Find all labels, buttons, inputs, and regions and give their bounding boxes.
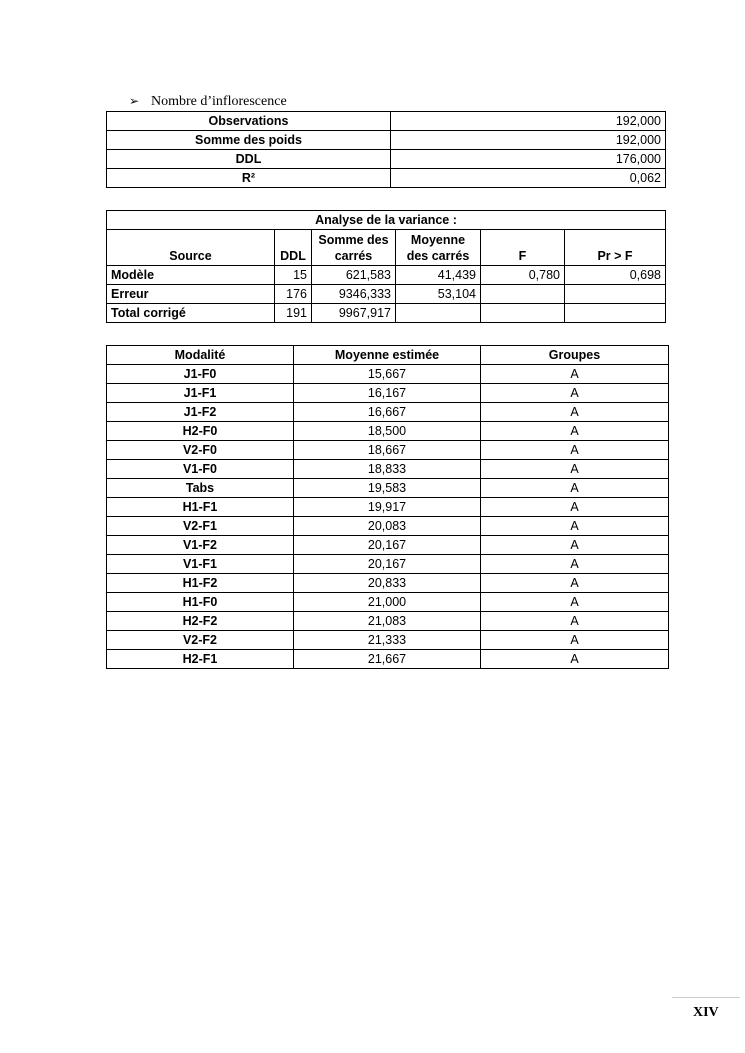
anova-pr [565, 304, 666, 323]
anova-f [481, 285, 565, 304]
anova-somme: 621,583 [312, 266, 396, 285]
means-moyenne: 21,333 [294, 631, 481, 650]
means-moyenne: 21,667 [294, 650, 481, 669]
anova-pr [565, 285, 666, 304]
means-moyenne: 18,833 [294, 460, 481, 479]
means-row [107, 384, 669, 403]
anova-table [106, 210, 666, 323]
means-row [107, 650, 669, 669]
summary-row [107, 112, 666, 131]
summary-row [107, 131, 666, 150]
anova-moyenne: 41,439 [396, 266, 481, 285]
anova-moyenne [396, 304, 481, 323]
header-ddl: DDL [275, 230, 312, 266]
means-modalite: J1-F1 [107, 384, 294, 403]
means-header-row [107, 346, 669, 365]
means-modalite: Tabs [107, 479, 294, 498]
means-groupe: A [481, 536, 669, 555]
means-groupe: A [481, 403, 669, 422]
means-moyenne: 20,083 [294, 517, 481, 536]
means-groupe: A [481, 422, 669, 441]
anova-title-row [107, 211, 666, 230]
means-groupe: A [481, 441, 669, 460]
means-row [107, 422, 669, 441]
summary-statistics-table [106, 111, 666, 188]
header-moyenne-estimee: Moyenne estimée [294, 346, 481, 365]
summary-label: Somme des poids [107, 131, 391, 150]
anova-moyenne: 53,104 [396, 285, 481, 304]
anova-row [107, 266, 666, 285]
means-row [107, 460, 669, 479]
means-row [107, 631, 669, 650]
means-row [107, 593, 669, 612]
means-groupe: A [481, 365, 669, 384]
means-row [107, 365, 669, 384]
arrow-bullet-icon: ➢ [129, 94, 140, 108]
anova-source: Modèle [107, 266, 275, 285]
estimated-means-table [106, 345, 669, 669]
section-heading-text: Nombre d’inflorescence [151, 94, 287, 109]
anova-header-row [107, 230, 666, 266]
anova-title: Analyse de la variance : [107, 211, 666, 230]
means-moyenne: 16,167 [294, 384, 481, 403]
means-moyenne: 20,167 [294, 555, 481, 574]
means-moyenne: 19,917 [294, 498, 481, 517]
anova-ddl: 191 [275, 304, 312, 323]
means-groupe: A [481, 574, 669, 593]
means-moyenne: 16,667 [294, 403, 481, 422]
means-groupe: A [481, 612, 669, 631]
means-modalite: V2-F2 [107, 631, 294, 650]
header-somme-des-carres: Somme des carrés [312, 230, 396, 266]
anova-ddl: 176 [275, 285, 312, 304]
means-row [107, 612, 669, 631]
anova-somme: 9346,333 [312, 285, 396, 304]
means-modalite: H2-F1 [107, 650, 294, 669]
means-modalite: H2-F2 [107, 612, 294, 631]
summary-value: 0,062 [391, 169, 666, 188]
means-row [107, 498, 669, 517]
means-moyenne: 20,833 [294, 574, 481, 593]
anova-somme: 9967,917 [312, 304, 396, 323]
page-number: XIV [693, 1005, 719, 1020]
header-modalite: Modalité [107, 346, 294, 365]
header-f: F [481, 230, 565, 266]
means-groupe: A [481, 517, 669, 536]
means-groupe: A [481, 384, 669, 403]
header-moyenne-des-carres: Moyenne des carrés [396, 230, 481, 266]
means-groupe: A [481, 479, 669, 498]
means-modalite: H1-F0 [107, 593, 294, 612]
summary-label: DDL [107, 150, 391, 169]
means-row [107, 555, 669, 574]
summary-value: 192,000 [391, 131, 666, 150]
means-moyenne: 18,500 [294, 422, 481, 441]
means-row [107, 574, 669, 593]
header-pr-f: Pr > F [565, 230, 666, 266]
means-moyenne: 15,667 [294, 365, 481, 384]
means-modalite: V2-F0 [107, 441, 294, 460]
means-row [107, 441, 669, 460]
footer-divider [672, 997, 740, 998]
summary-label: Observations [107, 112, 391, 131]
anova-source: Total corrigé [107, 304, 275, 323]
means-groupe: A [481, 631, 669, 650]
means-modalite: V2-F1 [107, 517, 294, 536]
means-groupe: A [481, 650, 669, 669]
means-modalite: J1-F0 [107, 365, 294, 384]
means-row [107, 536, 669, 555]
means-moyenne: 20,167 [294, 536, 481, 555]
means-moyenne: 18,667 [294, 441, 481, 460]
means-groupe: A [481, 460, 669, 479]
summary-label: R² [107, 169, 391, 188]
means-modalite: H1-F2 [107, 574, 294, 593]
anova-f: 0,780 [481, 266, 565, 285]
anova-f [481, 304, 565, 323]
means-modalite: V1-F1 [107, 555, 294, 574]
means-modalite: H1-F1 [107, 498, 294, 517]
means-moyenne: 19,583 [294, 479, 481, 498]
summary-row [107, 150, 666, 169]
means-row [107, 517, 669, 536]
anova-pr: 0,698 [565, 266, 666, 285]
means-groupe: A [481, 593, 669, 612]
means-modalite: J1-F2 [107, 403, 294, 422]
means-moyenne: 21,000 [294, 593, 481, 612]
summary-value: 192,000 [391, 112, 666, 131]
means-moyenne: 21,083 [294, 612, 481, 631]
anova-row [107, 304, 666, 323]
anova-row [107, 285, 666, 304]
header-groupes: Groupes [481, 346, 669, 365]
means-modalite: H2-F0 [107, 422, 294, 441]
means-row [107, 403, 669, 422]
summary-value: 176,000 [391, 150, 666, 169]
means-modalite: V1-F2 [107, 536, 294, 555]
anova-source: Erreur [107, 285, 275, 304]
means-modalite: V1-F0 [107, 460, 294, 479]
anova-ddl: 15 [275, 266, 312, 285]
means-groupe: A [481, 498, 669, 517]
means-groupe: A [481, 555, 669, 574]
means-row [107, 479, 669, 498]
section-heading [129, 92, 287, 111]
summary-row [107, 169, 666, 188]
header-source: Source [107, 230, 275, 266]
